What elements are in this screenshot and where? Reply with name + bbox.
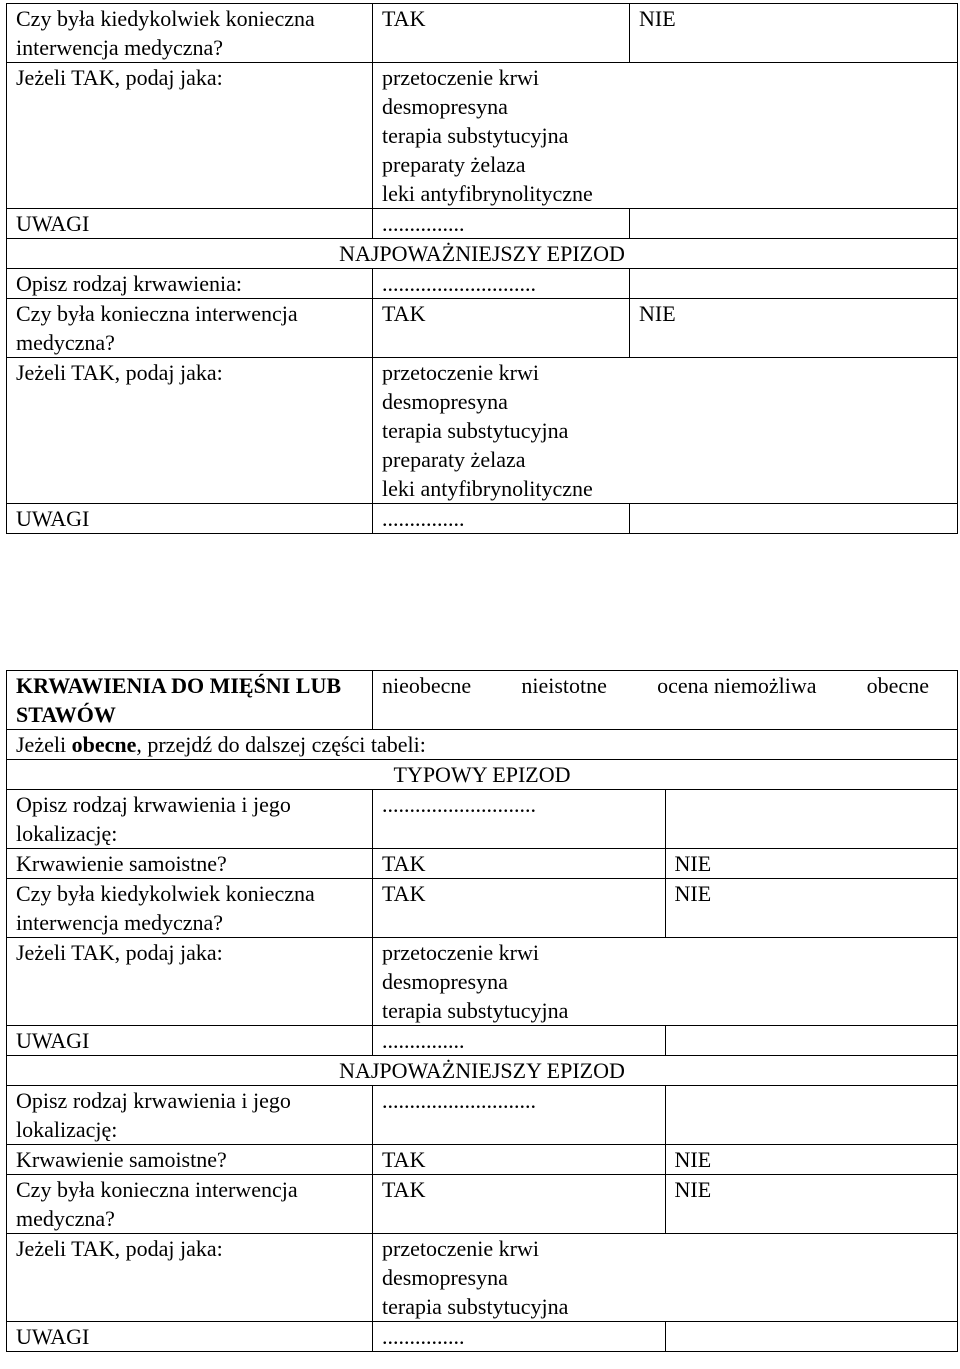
notes-field[interactable]: ...............	[373, 1322, 666, 1352]
typical-episode-header: TYPOWY EPIZOD	[7, 760, 958, 790]
table-row	[7, 504, 958, 534]
answer-yes[interactable]: TAK	[373, 299, 630, 358]
option-insignificant[interactable]: nieistotne	[521, 673, 607, 698]
answer-yes[interactable]: TAK	[373, 849, 666, 879]
worst-episode-header: NAJPOWAŻNIEJSZY EPIZOD	[7, 239, 958, 269]
intervention-option[interactable]: terapia substytucyjna	[382, 1294, 569, 1319]
table-row	[7, 1026, 958, 1056]
table-row	[7, 269, 958, 299]
intervention-option[interactable]: przetoczenie krwi	[382, 1236, 539, 1261]
if-yes-label: Jeżeli TAK, podaj jaka:	[7, 358, 373, 504]
table-row	[7, 63, 958, 209]
answer-yes[interactable]: TAK	[373, 4, 630, 63]
instruction-prefix: Jeżeli	[16, 732, 72, 757]
notes-field[interactable]: ...............	[373, 1026, 666, 1056]
empty-cell	[665, 790, 958, 849]
answer-no[interactable]: NIE	[665, 1145, 958, 1175]
table-row	[7, 938, 958, 1026]
answer-no[interactable]: NIE	[630, 4, 958, 63]
intervention-option[interactable]: leki antyfibrynolityczne	[382, 181, 593, 206]
worst-episode-header: NAJPOWAŻNIEJSZY EPIZOD	[7, 1056, 958, 1086]
answer-no[interactable]: NIE	[665, 849, 958, 879]
table-row	[7, 239, 958, 269]
notes-label: UWAGI	[7, 209, 373, 239]
intervention-option[interactable]: terapia substytucyjna	[382, 998, 569, 1023]
empty-cell	[630, 209, 958, 239]
describe-bleeding-label: Opisz rodzaj krwawienia i jego lokalizację:	[7, 1086, 373, 1145]
describe-bleeding-label: Opisz rodzaj krwawienia i jego lokalizację:	[7, 790, 373, 849]
table-row	[7, 1086, 958, 1145]
if-yes-label: Jeżeli TAK, podaj jaka:	[7, 1234, 373, 1322]
empty-cell	[665, 1322, 958, 1352]
option-not-assessable[interactable]: ocena niemożliwa	[657, 673, 817, 698]
intervention-option[interactable]: desmopresyna	[382, 1265, 508, 1290]
intervention-option[interactable]: terapia substytucyjna	[382, 123, 569, 148]
notes-field[interactable]: ...............	[373, 209, 630, 239]
intervention-options	[373, 358, 958, 504]
answer-yes[interactable]: TAK	[373, 1145, 666, 1175]
muscle-joint-title	[7, 671, 373, 730]
table-row	[7, 299, 958, 358]
answer-yes[interactable]: TAK	[373, 1175, 666, 1234]
intervention-option[interactable]: preparaty żelaza	[382, 447, 526, 472]
table-row	[7, 1175, 958, 1234]
intervention-option[interactable]: przetoczenie krwi	[382, 65, 539, 90]
describe-bleeding-field[interactable]: ............................	[373, 790, 666, 849]
intervention-option[interactable]: leki antyfibrynolityczne	[382, 476, 593, 501]
if-present-instruction	[7, 730, 958, 760]
empty-cell	[665, 1026, 958, 1056]
intervention-option[interactable]: desmopresyna	[382, 969, 508, 994]
instruction-suffix: , przejdź do dalszej części tabeli:	[136, 732, 426, 757]
needed-intervention-label: Czy była konieczna interwencja medyczna?	[7, 299, 373, 358]
empty-cell	[630, 504, 958, 534]
table-row	[7, 1145, 958, 1175]
answer-no[interactable]: NIE	[665, 1175, 958, 1234]
muscle-joint-title-text: KRWAWIENIA DO MIĘŚNI LUB STAWÓW	[16, 673, 342, 727]
describe-bleeding-field[interactable]: ............................	[373, 1086, 666, 1145]
table-row	[7, 4, 958, 63]
notes-label: UWAGI	[7, 1026, 373, 1056]
if-yes-label: Jeżeli TAK, podaj jaka:	[7, 63, 373, 209]
if-yes-label: Jeżeli TAK, podaj jaka:	[7, 938, 373, 1026]
table-row	[7, 1234, 958, 1322]
instruction-bold: obecne	[71, 732, 137, 757]
table-row	[7, 1322, 958, 1352]
table-row	[7, 1056, 958, 1086]
notes-label: UWAGI	[7, 1322, 373, 1352]
table-row	[7, 790, 958, 849]
spontaneous-label: Krwawienie samoistne?	[7, 1145, 373, 1175]
severity-options-row	[382, 671, 957, 700]
intervention-option[interactable]: przetoczenie krwi	[382, 940, 539, 965]
table-row	[7, 879, 958, 938]
notes-label: UWAGI	[7, 504, 373, 534]
intervention-option[interactable]: przetoczenie krwi	[382, 360, 539, 385]
intervention-option[interactable]: terapia substytucyjna	[382, 418, 569, 443]
intervention-options	[373, 63, 958, 209]
empty-cell	[630, 269, 958, 299]
ever-needed-intervention-label: Czy była kiedykolwiek konieczna interwencja medyczna?	[7, 4, 373, 63]
spontaneous-label: Krwawienie samoistne?	[7, 849, 373, 879]
intervention-option[interactable]: preparaty żelaza	[382, 152, 526, 177]
intervention-options	[373, 1234, 958, 1322]
table-row	[7, 730, 958, 760]
table-row	[7, 358, 958, 504]
bleeding-table-1	[6, 3, 958, 534]
answer-yes[interactable]: TAK	[373, 879, 666, 938]
answer-no[interactable]: NIE	[665, 879, 958, 938]
intervention-option[interactable]: desmopresyna	[382, 389, 508, 414]
describe-bleeding-field[interactable]: ............................	[373, 269, 630, 299]
table-row	[7, 671, 958, 730]
table-row	[7, 849, 958, 879]
bleeding-table-2	[6, 670, 958, 1352]
option-absent[interactable]: nieobecne	[382, 673, 472, 698]
option-present[interactable]: obecne	[866, 673, 929, 698]
needed-intervention-label: Czy była konieczna interwencja medyczna?	[7, 1175, 373, 1234]
table-row	[7, 760, 958, 790]
severity-options	[373, 671, 958, 730]
intervention-option[interactable]: desmopresyna	[382, 94, 508, 119]
describe-bleeding-label: Opisz rodzaj krwawienia:	[7, 269, 373, 299]
answer-no[interactable]: NIE	[630, 299, 958, 358]
empty-cell	[665, 1086, 958, 1145]
table-row	[7, 209, 958, 239]
ever-needed-intervention-label: Czy była kiedykolwiek konieczna interwencja medyczna?	[7, 879, 373, 938]
notes-field[interactable]: ...............	[373, 504, 630, 534]
intervention-options	[373, 938, 958, 1026]
